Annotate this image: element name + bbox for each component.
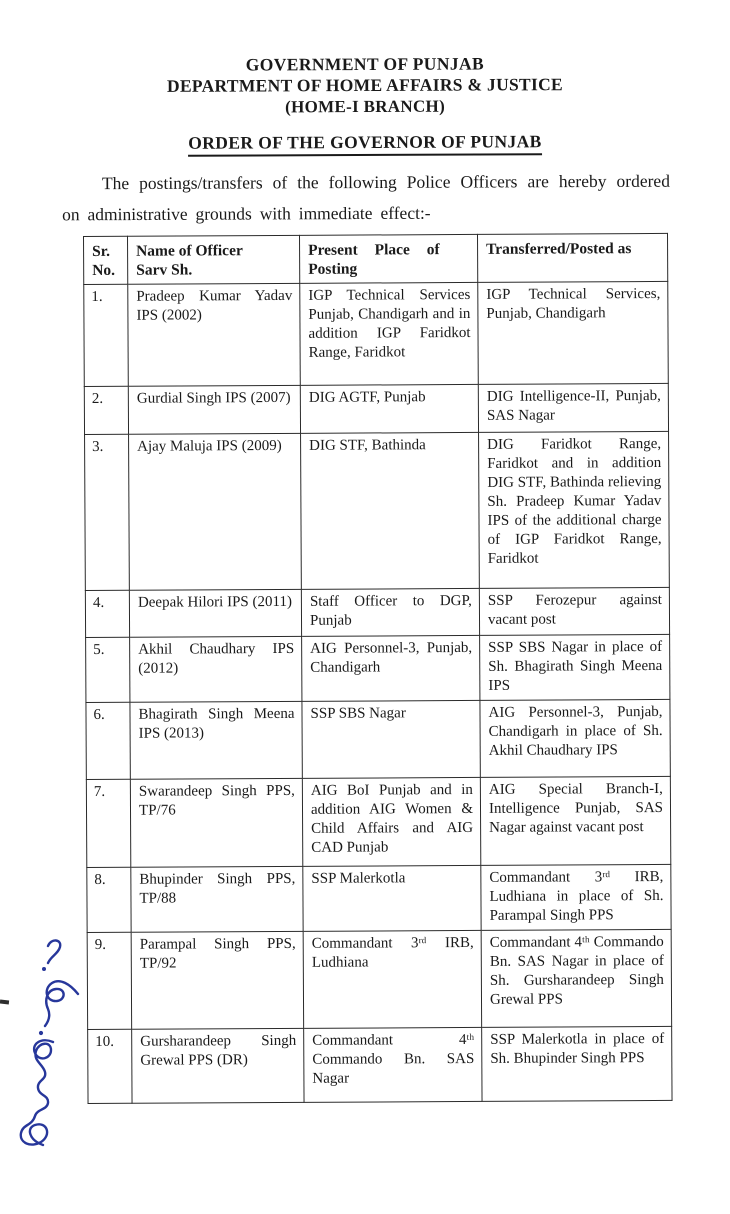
intro-paragraph: The postings/transfers of the following Police Officers are hereby ordered on administrative grounds with immediate effect:- [62, 170, 670, 225]
cell-sr-no: 7. [86, 779, 130, 867]
cell-present-posting: SSP SBS Nagar [302, 700, 480, 778]
table-row [87, 864, 671, 932]
branch-title: (HOME-I BRANCH) [285, 96, 446, 117]
col-header-transferred-line1: Transferred/Posted as [486, 240, 632, 258]
cell-transferred-posting: Commandant 4ᵗʰ Commando Bn. SAS Nagar in place of Sh. Gursharandeep Singh Grewal PPS [481, 929, 672, 1027]
transfer-order-table [83, 233, 673, 1104]
department-title: DEPARTMENT OF HOME AFFAIRS & JUSTICE [166, 74, 564, 96]
table-row [85, 431, 670, 590]
cell-sr-no: 5. [86, 637, 130, 702]
table-row [87, 929, 671, 1029]
order-heading: ORDER OF THE GOVERNOR OF PUNJAB [188, 131, 542, 157]
col-header-sr-no [84, 236, 128, 284]
letterhead [0, 52, 730, 118]
col-header-name-line1: Name of Officer [136, 242, 243, 260]
col-header-sr-line2: No. [92, 261, 116, 279]
cell-transferred-posting: DIG Intelligence-II, Punjab, SAS Nagar [478, 383, 668, 432]
cell-transferred-posting: SSP Malerkotla in place of Sh. Bhupinder Singh PPS [482, 1026, 672, 1101]
cell-officer-name: Bhagirath Singh Meena IPS (2013) [130, 701, 302, 779]
cell-officer-name: Bhupinder Singh PPS, TP/88 [131, 866, 303, 932]
cell-transferred-posting: AIG Special Branch-I, Intelligence Punjab, SAS Nagar against vacant post [480, 776, 670, 865]
table-row [85, 587, 669, 637]
col-header-present-line2: Posting [308, 260, 358, 278]
cell-officer-name: Pradeep Kumar Yadav IPS (2002) [128, 283, 301, 386]
order-heading-wrap [0, 130, 730, 157]
cell-sr-no: 10. [88, 1029, 132, 1103]
cell-officer-name: Gursharandeep Singh Grewal PPS (DR) [132, 1028, 304, 1103]
table-row [86, 699, 670, 779]
cell-present-posting: AIG Personnel-3, Punjab, Chandigarh [302, 635, 480, 701]
cell-sr-no: 8. [87, 867, 131, 932]
table-header-row [84, 233, 668, 284]
scan-edge-mark [0, 1000, 9, 1004]
government-title: GOVERNMENT OF PUNJAB [245, 53, 485, 75]
cell-present-posting: AIG BoI Punjab and in addition AIG Women & Child Affairs and AIG CAD Punjab [302, 777, 480, 866]
cell-present-posting: SSP Malerkotla [303, 865, 481, 931]
handwritten-signature [4, 936, 82, 1150]
col-header-transferred [477, 233, 667, 282]
cell-present-posting: Commandant 3ʳᵈ IRB, Ludhiana [303, 930, 482, 1028]
table-row [84, 281, 669, 386]
cell-officer-name: Deepak Hilori IPS (2011) [129, 589, 301, 637]
cell-transferred-posting: SSP SBS Nagar in place of Sh. Bhagirath Singh Meena IPS [480, 634, 670, 700]
scanned-document-page [0, 54, 730, 1214]
table-row [86, 776, 670, 867]
cell-sr-no: 6. [86, 702, 130, 779]
cell-sr-no: 4. [85, 590, 129, 637]
cell-officer-name: Ajay Maluja IPS (2009) [129, 433, 302, 590]
cell-present-posting: Staff Officer to DGP, Punjab [301, 588, 479, 636]
cell-officer-name: Parampal Singh PPS, TP/92 [131, 931, 304, 1029]
cell-sr-no: 3. [85, 434, 130, 590]
table-row [86, 634, 670, 702]
table-row [88, 1026, 672, 1103]
cell-present-posting: IGP Technical Services Punjab, Chandigarh and in addition IGP Faridkot Range, Faridkot [300, 282, 479, 385]
cell-sr-no: 2. [84, 386, 128, 434]
cell-transferred-posting: IGP Technical Services, Punjab, Chandigarh [478, 281, 669, 384]
cell-transferred-posting: AIG Personnel-3, Punjab, Chandigarh in place of Sh. Akhil Chaudhary IPS [480, 699, 670, 777]
cell-transferred-posting: Commandant 3ʳᵈ IRB, Ludhiana in place of Sh. Parampal Singh PPS [481, 864, 671, 930]
col-header-present-line1: Present Place of [308, 241, 440, 259]
cell-officer-name: Gurdial Singh IPS (2007) [128, 385, 300, 434]
cell-officer-name: Akhil Chaudhary IPS (2012) [130, 636, 302, 702]
cell-sr-no: 1. [84, 284, 129, 386]
cell-present-posting: DIG AGTF, Punjab [300, 384, 478, 433]
col-header-officer-name [128, 235, 300, 284]
col-header-sr-line1: Sr. [92, 242, 111, 260]
cell-transferred-posting: SSP Ferozepur against vacant post [479, 587, 669, 635]
col-header-present-posting [299, 234, 477, 283]
cell-present-posting: Commandant 4ᵗʰ Commando Bn. SAS Nagar [304, 1027, 482, 1102]
cell-officer-name: Swarandeep Singh PPS, TP/76 [130, 778, 302, 867]
cell-transferred-posting: DIG Faridkot Range, Faridkot and in addition DIG STF, Bathinda relieving Sh. Pradeep Kumar Yadav IPS of the additional charge of IGP Faridkot Range, Faridkot [479, 431, 670, 588]
col-header-name-line2: Sarv Sh. [136, 261, 193, 279]
cell-present-posting: DIG STF, Bathinda [301, 432, 480, 589]
table-row [84, 383, 668, 434]
cell-sr-no: 9. [87, 932, 132, 1029]
